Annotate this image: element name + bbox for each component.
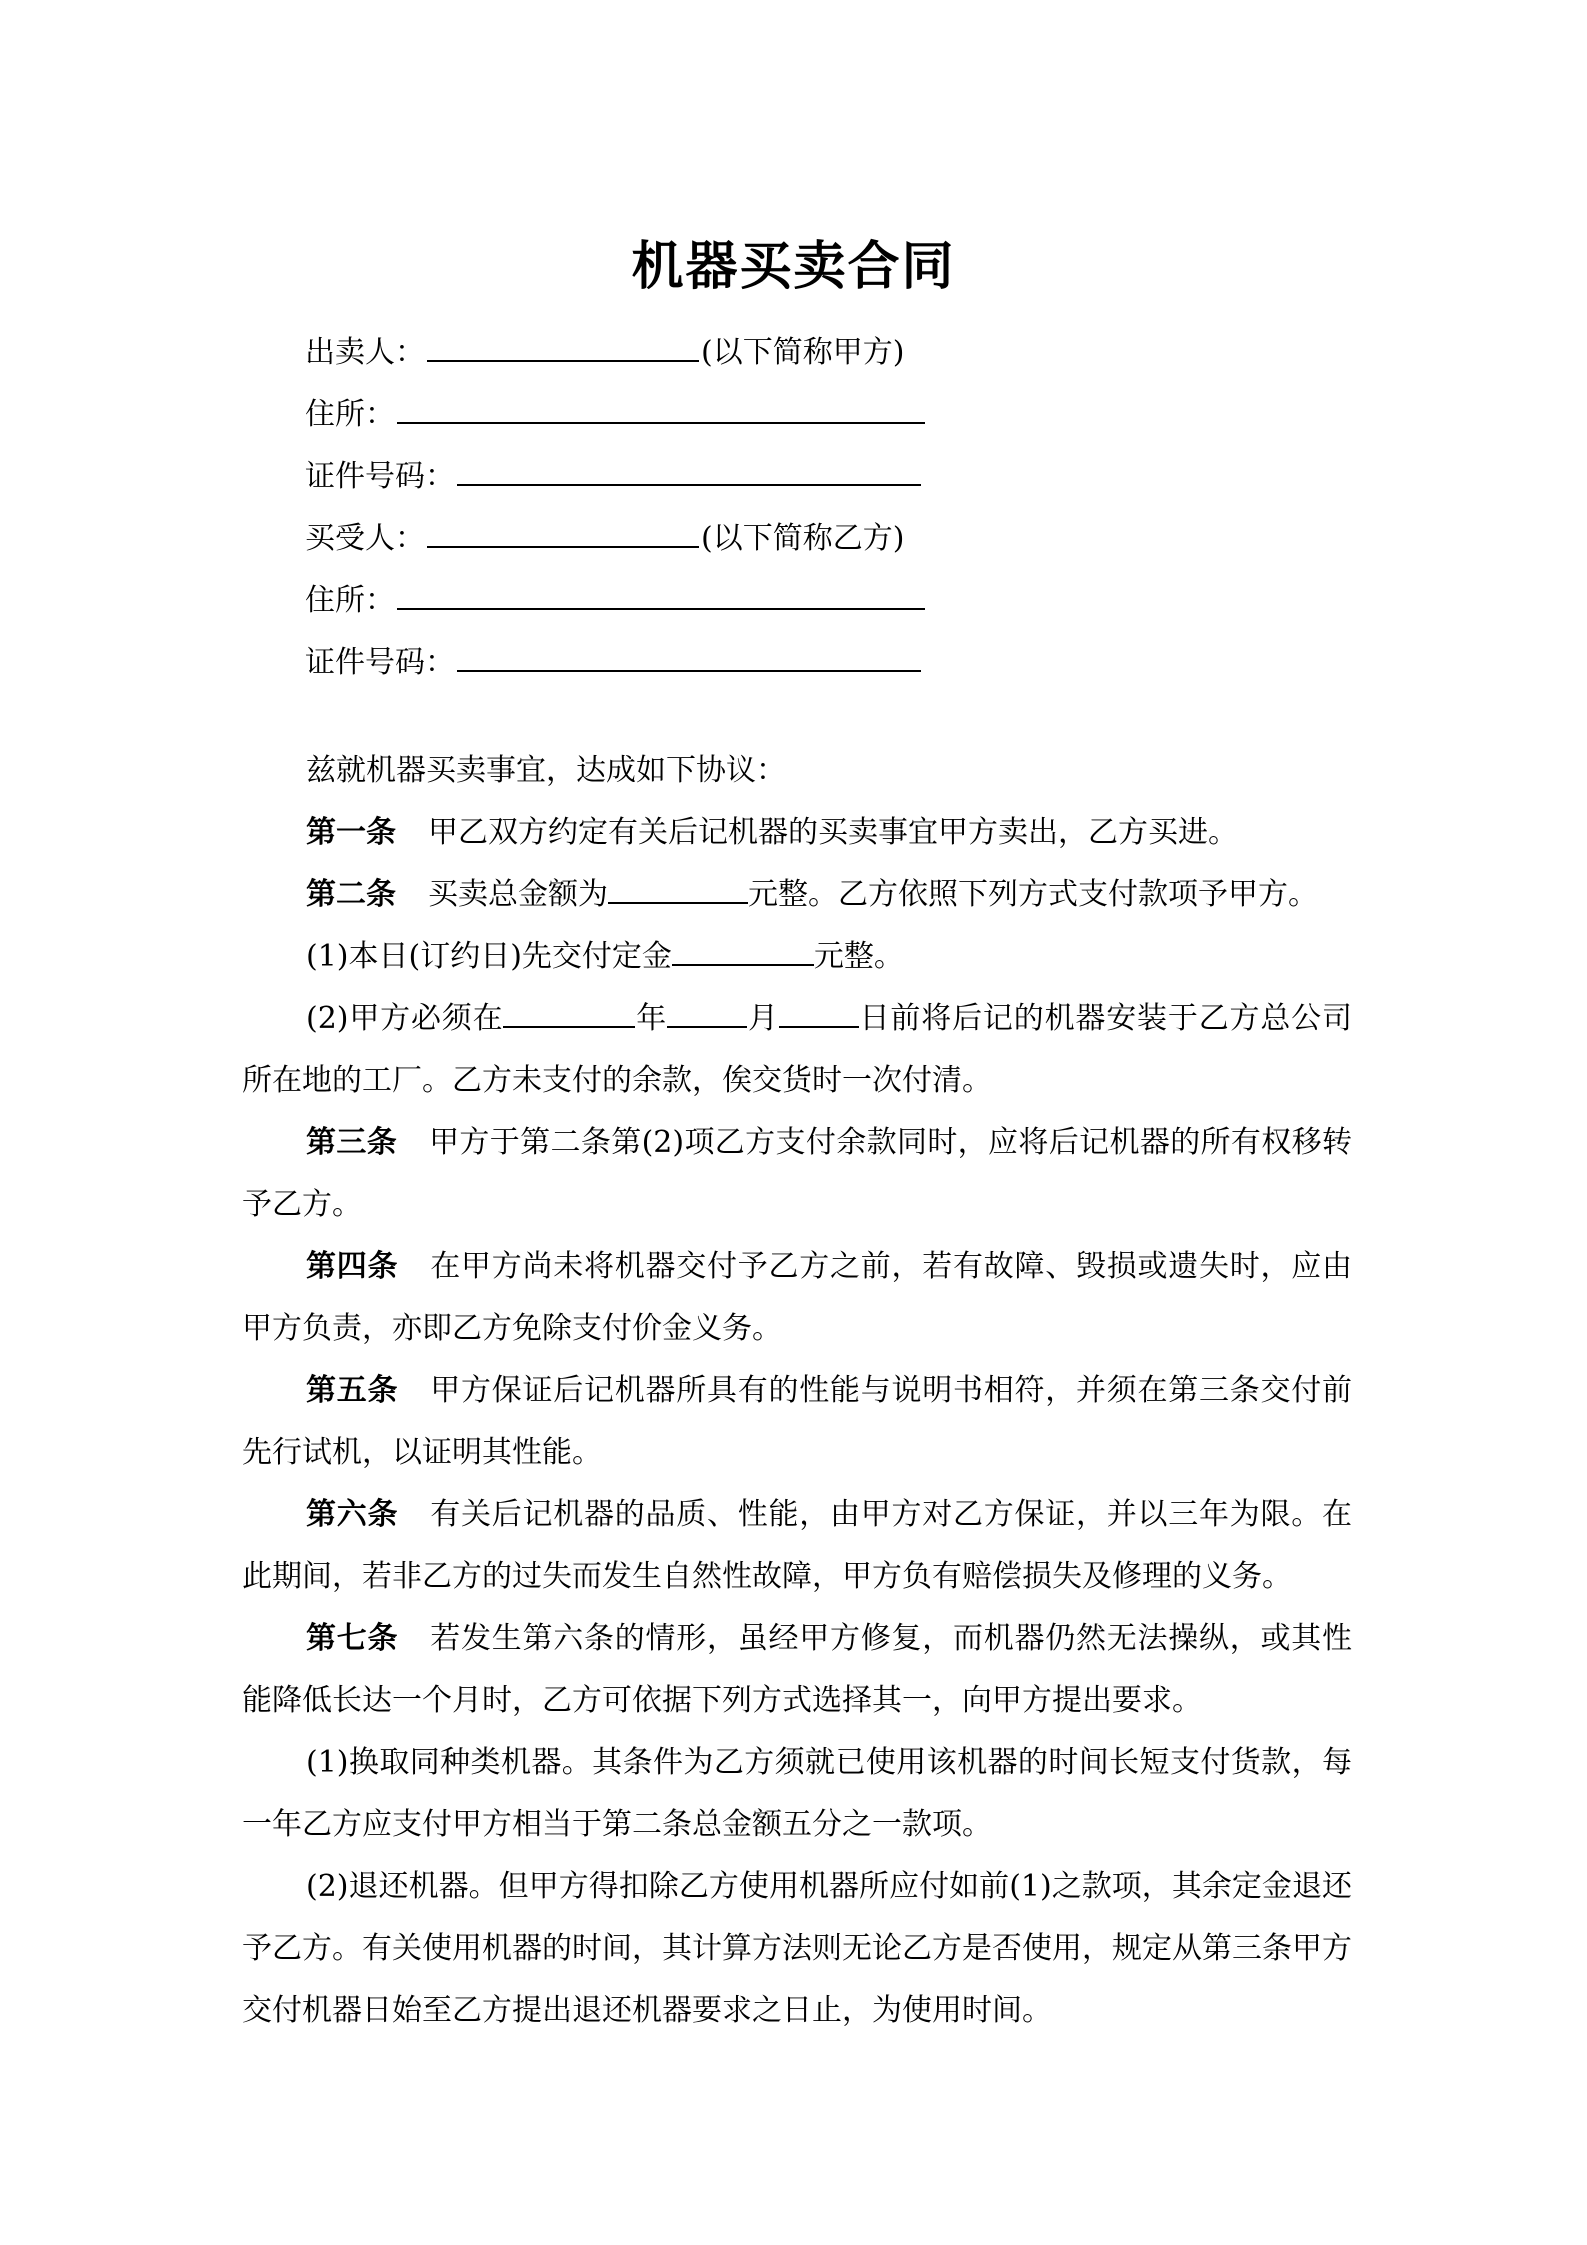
article-2-item-2 bbox=[242, 988, 1352, 1112]
article-7-item-2 bbox=[242, 1856, 1352, 2042]
article-1-text: 甲乙双方约定有关后记机器的买卖事宜甲方卖出，乙方买进。 bbox=[428, 815, 1238, 850]
article-1-label: 第一条 bbox=[306, 815, 396, 850]
seller-id-line bbox=[305, 452, 923, 497]
article-3-text: 甲方于第二条第(2)项乙方支付余款同时，应将后记机器的所有权移转予乙方。 bbox=[242, 1125, 1352, 1222]
article-3 bbox=[242, 1112, 1352, 1236]
article-6-text: 有关后记机器的品质、性能，由甲方对乙方保证，并以三年为限。在此期间，若非乙方的过失而发生自然性故障，甲方负有赔偿损失及修理的义务。 bbox=[242, 1497, 1352, 1594]
buyer-name-field[interactable] bbox=[427, 514, 699, 548]
deposit-amount-field[interactable] bbox=[672, 934, 814, 966]
buyer-id-label: 证件号码： bbox=[305, 645, 455, 680]
article-7-label: 第七条 bbox=[306, 1621, 399, 1656]
article-6 bbox=[242, 1484, 1352, 1608]
buyer-address-label: 住所： bbox=[305, 583, 395, 618]
article-2-label: 第二条 bbox=[306, 877, 396, 912]
article-2 bbox=[242, 864, 1352, 926]
seller-label: 出卖人： bbox=[305, 335, 425, 370]
seller-line bbox=[305, 328, 904, 373]
article-2-item-1 bbox=[242, 926, 1352, 988]
article-7 bbox=[242, 1608, 1352, 1732]
article-2-item-2-text-1: (2)甲方必须在 bbox=[306, 1001, 504, 1036]
article-2-month: 月 bbox=[747, 1001, 779, 1036]
buyer-id-field[interactable] bbox=[457, 638, 921, 672]
install-day-field[interactable] bbox=[779, 996, 859, 1028]
article-2-year: 年 bbox=[635, 1001, 668, 1036]
intro-paragraph bbox=[242, 740, 1352, 802]
article-4 bbox=[242, 1236, 1352, 1360]
article-2-item-2-rest: 日前将后记的机器安装于乙方总公司所在地的工厂。乙方未支付的余款，俟交货时一次付清。 bbox=[242, 1001, 1353, 1098]
article-7-item-1 bbox=[242, 1732, 1352, 1856]
buyer-suffix: (以下简称乙方) bbox=[701, 521, 905, 556]
article-1 bbox=[242, 802, 1352, 864]
buyer-label: 买受人： bbox=[305, 521, 425, 556]
article-4-text: 在甲方尚未将机器交付予乙方之前，若有故障、毁损或遗失时，应由甲方负责，亦即乙方免除支付价金义务。 bbox=[242, 1249, 1352, 1346]
seller-suffix: (以下简称甲方) bbox=[701, 335, 905, 370]
contract-title: 机器买卖合同 bbox=[631, 237, 956, 297]
article-2-text-1: 买卖总金额为 bbox=[428, 877, 608, 912]
article-7-item-1-text: (1)换取同种类机器。其条件为乙方须就已使用该机器的时间长短支付货款，每一年乙方应支付甲方相当于第二条总金额五分之一款项。 bbox=[242, 1745, 1352, 1842]
article-3-label: 第三条 bbox=[306, 1125, 398, 1160]
article-4-label: 第四条 bbox=[306, 1249, 399, 1284]
seller-address-line bbox=[305, 390, 927, 435]
article-5-label: 第五条 bbox=[306, 1373, 399, 1408]
buyer-line bbox=[305, 514, 904, 559]
buyer-id-line bbox=[305, 638, 923, 683]
intro-text: 兹就机器买卖事宜，达成如下协议： bbox=[306, 753, 786, 788]
seller-id-label: 证件号码： bbox=[305, 459, 455, 494]
buyer-address-field[interactable] bbox=[397, 576, 925, 610]
seller-name-field[interactable] bbox=[427, 328, 699, 362]
install-year-field[interactable] bbox=[503, 996, 635, 1028]
seller-id-field[interactable] bbox=[457, 452, 921, 486]
buyer-address-line bbox=[305, 576, 927, 621]
article-6-label: 第六条 bbox=[306, 1497, 399, 1532]
article-5-text: 甲方保证后记机器所具有的性能与说明书相符，并须在第三条交付前先行试机，以证明其性能。 bbox=[242, 1373, 1352, 1470]
seller-address-label: 住所： bbox=[305, 397, 395, 432]
article-7-item-2-text: (2)退还机器。但甲方得扣除乙方使用机器所应付如前(1)之款项，其余定金退还予乙方。有关使用机器的时间，其计算方法则无论乙方是否使用，规定从第三条甲方交付机器日始至乙方提出退还机器要求之日止，为使用时间。 bbox=[242, 1869, 1352, 2028]
install-month-field[interactable] bbox=[667, 996, 747, 1028]
article-7-text: 若发生第六条的情形，虽经甲方修复，而机器仍然无法操纵，或其性能降低长达一个月时，乙方可依据下列方式选择其一，向甲方提出要求。 bbox=[242, 1621, 1352, 1718]
total-amount-field[interactable] bbox=[608, 872, 748, 904]
article-5 bbox=[242, 1360, 1352, 1484]
article-2-item-1-text-1: (1)本日(订约日)先交付定金 bbox=[306, 939, 672, 974]
article-2-item-1-text-2: 元整。 bbox=[813, 939, 904, 974]
article-2-text-2: 元整。乙方依照下列方式支付款项予甲方。 bbox=[748, 877, 1318, 912]
seller-address-field[interactable] bbox=[397, 390, 925, 424]
